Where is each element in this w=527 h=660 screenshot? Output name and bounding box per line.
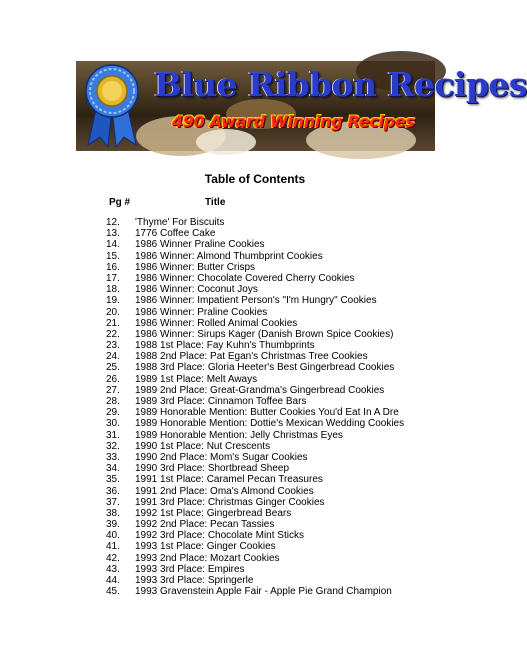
toc-entry-page: 33. bbox=[106, 451, 120, 463]
toc-entry-page: 14. bbox=[106, 239, 120, 251]
toc-entry-title: 1986 Winner: Praline Cookies bbox=[135, 306, 268, 318]
toc-entry-title: 1989 1st Place: Melt Aways bbox=[135, 373, 258, 385]
toc-entry-page: 40. bbox=[106, 530, 120, 542]
toc-entry-title: 1988 1st Place: Fay Kuhn's Thumbprints bbox=[135, 340, 315, 352]
toc-entry-page: 34. bbox=[106, 463, 120, 475]
toc-entry-title: 1992 1st Place: Gingerbread Bears bbox=[135, 507, 292, 519]
toc-entry-title: 1993 3rd Place: Empires bbox=[135, 563, 245, 575]
toc-entry-page: 25. bbox=[106, 362, 120, 374]
toc-entry-title: 1776 Coffee Cake bbox=[135, 228, 216, 240]
toc-entry-page: 45. bbox=[106, 586, 120, 598]
banner-title: Blue Ribbon Recipes bbox=[154, 65, 527, 104]
toc-entry-page: 28. bbox=[106, 396, 120, 407]
toc-entry-page: 32. bbox=[106, 440, 120, 452]
toc-entry[interactable] bbox=[0, 530, 510, 541]
toc-entry[interactable] bbox=[0, 418, 510, 429]
toc-entry-page: 44. bbox=[106, 575, 120, 586]
toc-entry-page: 36. bbox=[106, 485, 120, 497]
toc-entry-title: 1986 Winner: Butter Crisps bbox=[135, 261, 256, 273]
toc-entry-title: 1990 2nd Place: Mom's Sugar Cookies bbox=[135, 451, 308, 463]
toc-entry[interactable] bbox=[0, 497, 510, 508]
toc-entry[interactable] bbox=[0, 307, 510, 318]
toc-entry[interactable] bbox=[0, 519, 510, 530]
toc-entry[interactable] bbox=[0, 541, 510, 552]
toc-entry-page: 24. bbox=[106, 351, 120, 363]
toc-entry-title: 1989 2nd Place: Great-Grandma's Gingerbread Cookies bbox=[135, 384, 385, 396]
column-header-title: Title bbox=[205, 197, 226, 208]
toc-entry-page: 19. bbox=[106, 295, 120, 307]
toc-entry-title: 1986 Winner Praline Cookies bbox=[135, 239, 265, 251]
toc-entry-title: 1992 2nd Place: Pecan Tassies bbox=[135, 519, 275, 531]
toc-entry[interactable] bbox=[0, 329, 510, 340]
toc-entry-title: 1988 2nd Place: Pat Egan's Christmas Tree Cookies bbox=[135, 351, 368, 363]
toc-entry-title: 'Thyme' For Biscuits bbox=[135, 217, 225, 228]
toc-entry-title: 1986 Winner: Sirups Kager (Danish Brown Spice Cookies) bbox=[135, 328, 394, 340]
toc-entry-title: 1993 Gravenstein Apple Fair - Apple Pie Grand Champion bbox=[135, 586, 392, 598]
header-banner bbox=[76, 61, 527, 151]
toc-entry-page: 43. bbox=[106, 563, 120, 575]
toc-entry-page: 38. bbox=[106, 507, 120, 519]
toc-entry[interactable] bbox=[0, 508, 510, 519]
toc-entry-page: 31. bbox=[106, 429, 120, 441]
toc-entry-page: 41. bbox=[106, 541, 120, 553]
toc-entry-title: 1986 Winner: Rolled Animal Cookies bbox=[135, 317, 298, 329]
toc-entry-page: 16. bbox=[106, 261, 120, 273]
toc-entry-page: 37. bbox=[106, 496, 120, 508]
toc-entry-title: 1990 1st Place: Nut Crescents bbox=[135, 440, 271, 452]
blue-ribbon-medal-icon bbox=[78, 63, 146, 149]
toc-entry-page: 22. bbox=[106, 328, 120, 340]
toc-entry[interactable] bbox=[0, 564, 510, 575]
toc-heading: Table of Contents bbox=[204, 172, 306, 186]
toc-entry-title: 1986 Winner: Chocolate Covered Cherry Cookies bbox=[135, 272, 355, 284]
toc-entry-page: 35. bbox=[106, 474, 120, 486]
toc-entry-title: 1991 2nd Place: Oma's Almond Cookies bbox=[135, 485, 314, 497]
toc-entry-page: 39. bbox=[106, 519, 120, 531]
toc-entry[interactable] bbox=[0, 318, 510, 329]
toc-entry[interactable] bbox=[0, 385, 510, 396]
toc-entry-page: 12. bbox=[106, 217, 120, 228]
toc-entry[interactable] bbox=[0, 239, 510, 250]
toc-entry[interactable] bbox=[0, 262, 510, 273]
toc-entry[interactable] bbox=[0, 430, 510, 441]
toc-entry-page: 17. bbox=[106, 272, 120, 284]
column-header-page: Pg # bbox=[109, 197, 131, 208]
toc-entry-title: 1993 1st Place: Ginger Cookies bbox=[135, 541, 276, 553]
toc-entry-title: 1989 Honorable Mention: Jelly Christmas Eyes bbox=[135, 429, 343, 441]
toc-entry[interactable] bbox=[0, 575, 510, 586]
toc-entry[interactable] bbox=[0, 251, 510, 262]
toc-entry-title: 1989 Honorable Mention: Dottie's Mexican Wedding Cookies bbox=[135, 418, 405, 430]
toc-entry[interactable] bbox=[0, 407, 510, 418]
toc-entry-title: 1986 Winner: Coconut Joys bbox=[135, 284, 258, 296]
toc-entry-title: 1988 3rd Place: Gloria Heeter's Best Gingerbread Cookies bbox=[135, 362, 395, 374]
toc-entry-page: 13. bbox=[106, 228, 120, 240]
toc-entry[interactable] bbox=[0, 217, 510, 228]
toc-entry-title: 1989 3rd Place: Cinnamon Toffee Bars bbox=[135, 396, 307, 407]
toc-entry-title: 1991 3rd Place: Christmas Ginger Cookies bbox=[135, 496, 325, 508]
toc-entry-page: 18. bbox=[106, 284, 120, 296]
toc-entry-title: 1986 Winner: Impatient Person's "I'm Hungry" Cookies bbox=[135, 295, 377, 307]
toc-entry[interactable] bbox=[0, 486, 510, 497]
toc-entry[interactable] bbox=[0, 586, 510, 597]
toc-entry[interactable] bbox=[0, 273, 510, 284]
toc-entry[interactable] bbox=[0, 228, 510, 239]
toc-entry[interactable] bbox=[0, 396, 510, 407]
toc-entry-page: 42. bbox=[106, 552, 120, 564]
toc-entry-page: 20. bbox=[106, 306, 120, 318]
banner-subtitle: 490 Award Winning Recipes bbox=[172, 112, 415, 131]
toc-entry[interactable] bbox=[0, 452, 510, 463]
toc-entry-page: 30. bbox=[106, 418, 120, 430]
toc-entry[interactable] bbox=[0, 340, 510, 351]
toc-entry[interactable] bbox=[0, 295, 510, 306]
toc-list bbox=[0, 217, 510, 597]
toc-entry-page: 27. bbox=[106, 384, 120, 396]
toc-entry-title: 1989 Honorable Mention: Butter Cookies You'd Eat In A Dre bbox=[135, 407, 399, 419]
toc-entry[interactable] bbox=[0, 362, 510, 373]
toc-entry-page: 29. bbox=[106, 407, 120, 419]
toc-entry[interactable] bbox=[0, 374, 510, 385]
toc-entry-title: 1991 1st Place: Caramel Pecan Treasures bbox=[135, 474, 323, 486]
toc-entry[interactable] bbox=[0, 351, 510, 362]
toc-entry-page: 15. bbox=[106, 250, 120, 262]
toc-entry[interactable] bbox=[0, 463, 510, 474]
toc-entry[interactable] bbox=[0, 553, 510, 564]
toc-entry-title: 1993 3rd Place: Springerle bbox=[135, 575, 254, 586]
toc-entry[interactable] bbox=[0, 441, 510, 452]
toc-entry-title: 1993 2nd Place: Mozart Cookies bbox=[135, 552, 280, 564]
toc-entry-title: 1992 3rd Place: Chocolate Mint Sticks bbox=[135, 530, 304, 542]
toc-entry[interactable] bbox=[0, 474, 510, 485]
toc-entry-page: 23. bbox=[106, 340, 120, 352]
toc-entry-page: 21. bbox=[106, 317, 120, 329]
toc-entry-title: 1990 3rd Place: Shortbread Sheep bbox=[135, 463, 289, 475]
toc-entry-title: 1986 Winner: Almond Thumbprint Cookies bbox=[135, 250, 323, 262]
toc-entry[interactable] bbox=[0, 284, 510, 295]
toc-entry-page: 26. bbox=[106, 373, 120, 385]
